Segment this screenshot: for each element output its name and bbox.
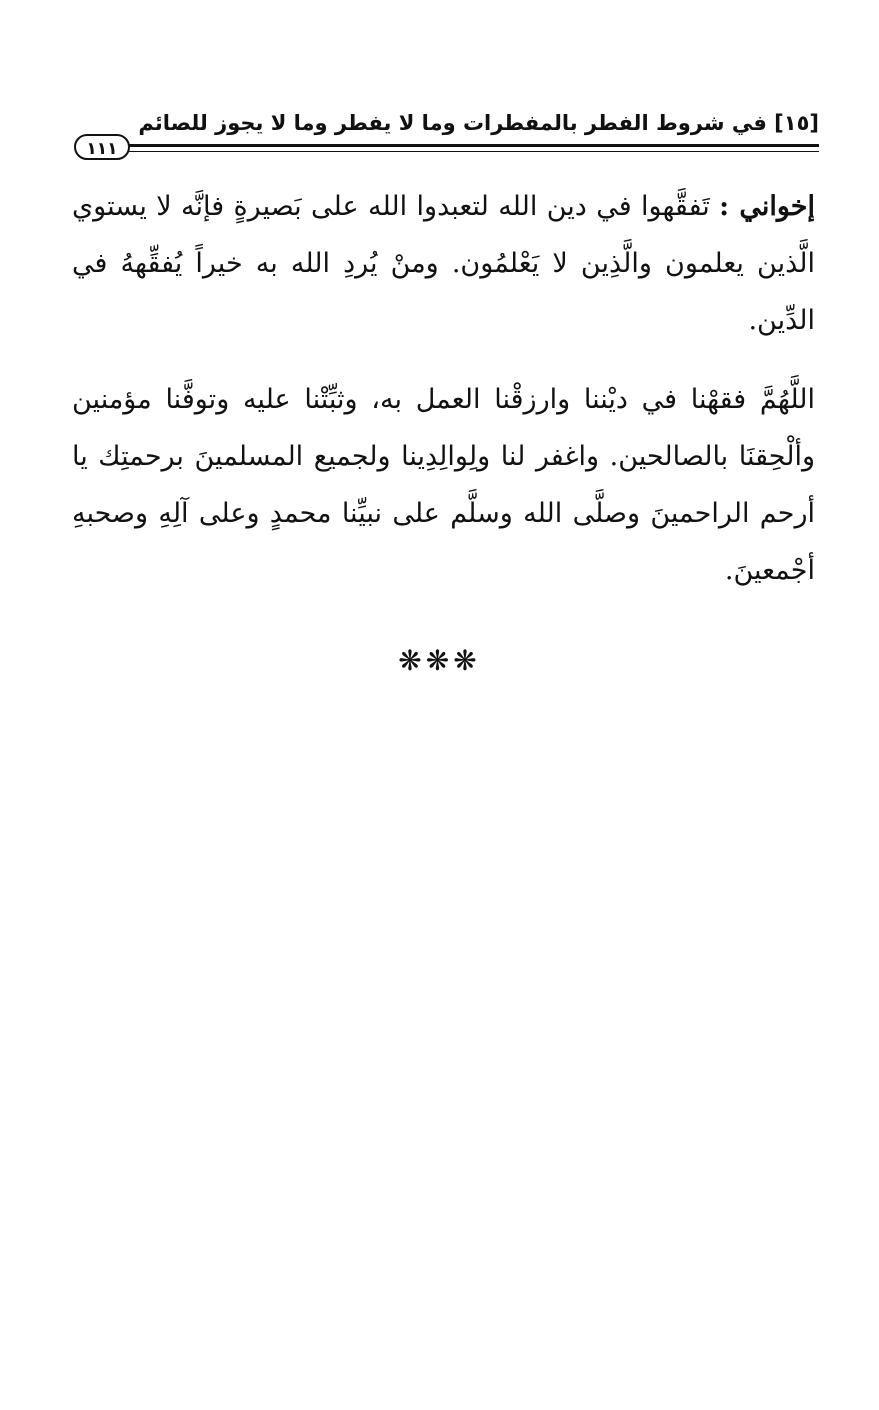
paragraph-brothers [72, 178, 815, 349]
paragraph-text: اللَّهُمَّ فقهْنا في ديْننا وارزقْنا العمل به، وثبِّتْنا عليه وتوفَّنا مؤمنين وألْحِقنَا بالصالحين. واغفر لنا ولِوالِدِينا ولجميع المسلمينَ برحمتِك يا أرحم الراحمينَ وصلَّى الله وسلَّم على نبيِّنا محمدٍ وعلى آلِهِ وصحبهِ أجْمعينَ. [72, 384, 815, 586]
page-body [72, 178, 815, 621]
paragraph-lead: إخواني : [719, 191, 815, 222]
paragraph-text: تَفقَّهوا في دين الله لتعبدوا الله على بَصيرةٍ فإنَّه لا يستوي الَّذين يعلمون والَّذِين لا يَعْلمُون. ومنْ يُردِ الله به خيراً يُفقِّههُ في الدِّين. [72, 191, 815, 336]
page-number: ١١١ [74, 134, 130, 160]
paragraph-supplication [72, 371, 815, 599]
section-separator: ❋❋❋ [398, 644, 481, 677]
chapter-title: [١٥] في شروط الفطر بالمفطرات وما لا يفطر وما لا يجوز للصائم [138, 111, 819, 135]
header-rule-thin [128, 151, 819, 152]
running-header [70, 108, 819, 160]
header-rule [128, 144, 819, 147]
